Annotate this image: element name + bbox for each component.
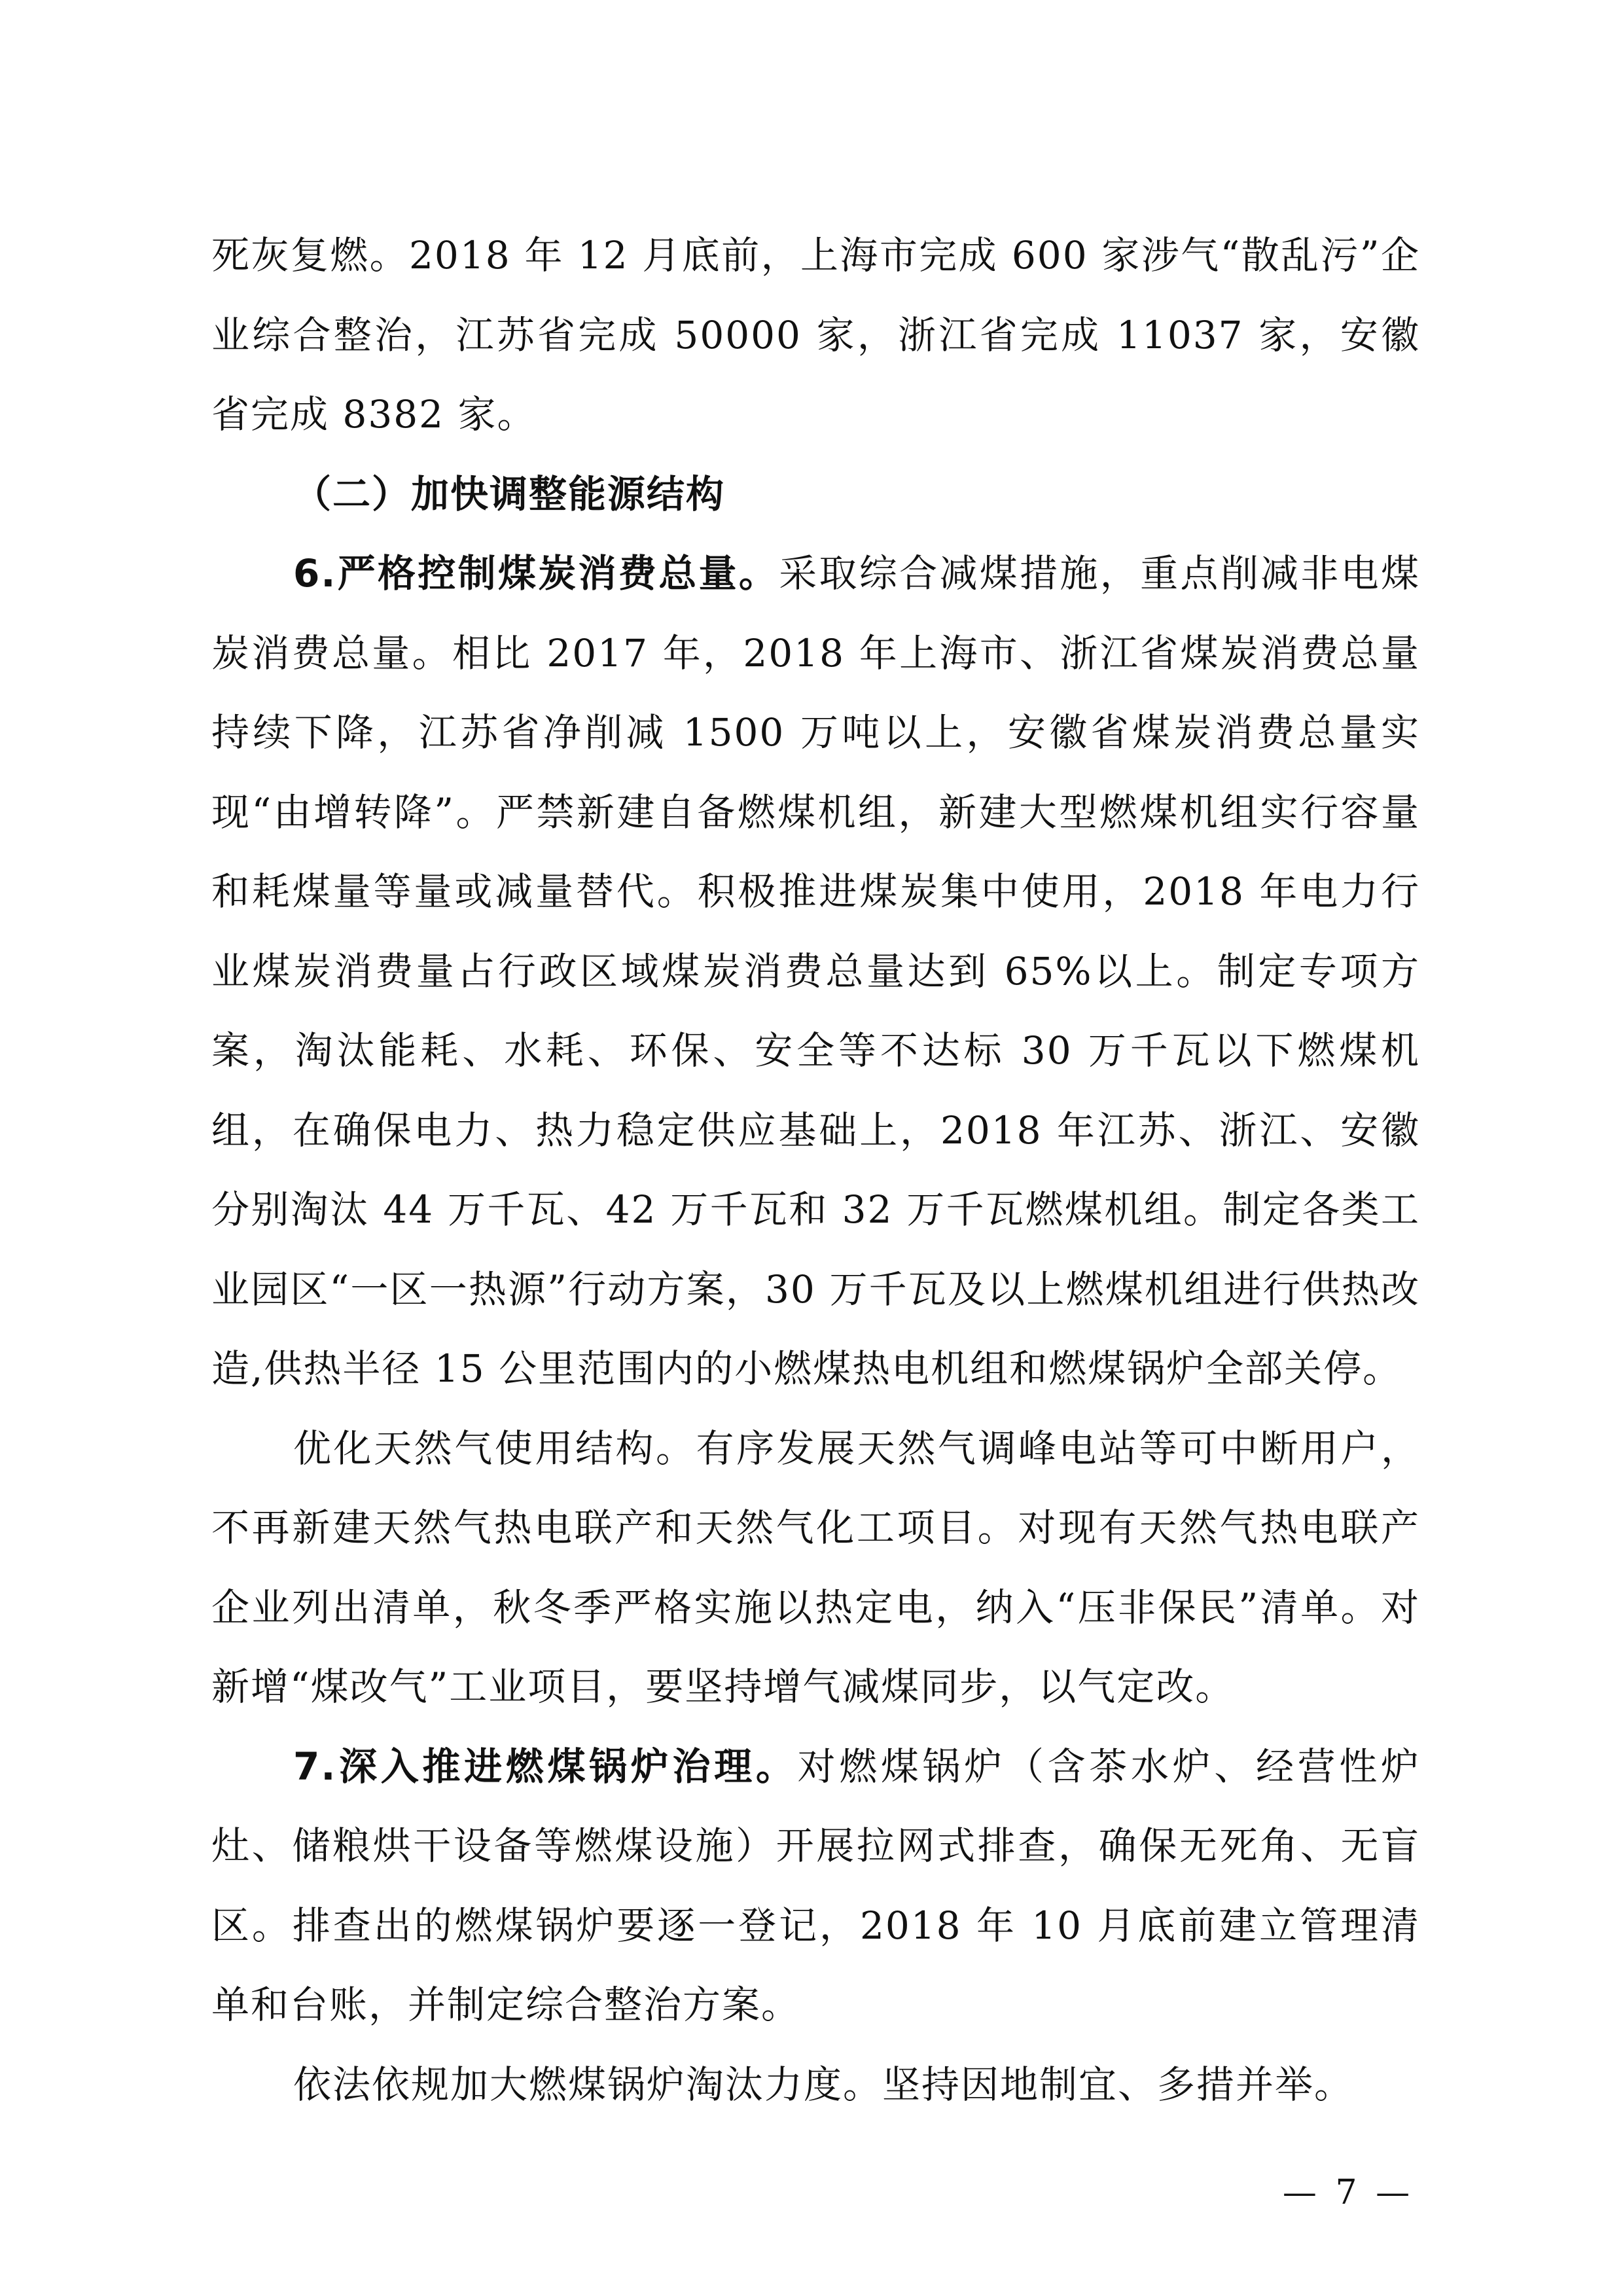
- paragraph-continuation: 死灰复燃。2018 年 12 月底前，上海市完成 600 家涉气“散乱污”企业综合整治，江苏省完成 50000 家，浙江省完成 11037 家，安徽省完成 8382 家。: [211, 233, 1420, 437]
- item-7-lead: 7.深入推进燃煤锅炉治理。: [293, 1744, 798, 1789]
- section-heading: （二）加快调整能源结构: [293, 471, 726, 516]
- item-6-body: 采取综合减煤措施，重点削减非电煤炭消费总量。相比 2017 年，2018 年上海市、浙江省煤炭消费总量持续下降，江苏省净削减 1500 万吨以上，安徽省煤炭消费总量实现“由增转降”。严禁新建自备燃煤机组，新建大型燃煤机组实行容量和耗煤量等量或减量替代。积极推进煤炭集中使用，2018 年电力行业煤炭消费量占行政区域煤炭消费总量达到 65%以上。制定专项方案，淘汰能耗、水耗、环保、安全等不达标 30 万千瓦以下燃煤机组，在确保电力、热力稳定供应基础上，2018 年江苏、浙江、安徽分别淘汰 44 万千瓦、42 万千瓦和 32 万千瓦燃煤机组。制定各类工业园区“一区一热源”行动方案，30 万千瓦及以上燃煤机组进行供热改造,供热半径 15 公里范围内的小燃煤热电机组和燃煤锅炉全部关停。: [211, 551, 1420, 1391]
- paragraph-item-7: [211, 1727, 1420, 2045]
- page-number: — 7 —: [1282, 2173, 1414, 2212]
- document-body: [211, 216, 1420, 2125]
- paragraph-natural-gas: 优化天然气使用结构。有序发展天然气调峰电站等可中断用户，不再新建天然气热电联产和天然气化工项目。对现有天然气热电联产企业列出清单，秋冬季严格实施以热定电，纳入“压非保民”清单。对新增“煤改气”工业项目，要坚持增气减煤同步，以气定改。: [211, 1426, 1420, 1709]
- paragraph-item-6: [211, 534, 1420, 1409]
- paragraph-boiler-elimination: 依法依规加大燃煤锅炉淘汰力度。坚持因地制宜、多措并举。: [293, 2062, 1354, 2107]
- item-7-body: 对燃煤锅炉（含茶水炉、经营性炉灶、储粮烘干设备等燃煤设施）开展拉网式排查，确保无死角、无盲区。排查出的燃煤锅炉要逐一登记，2018 年 10 月底前建立管理清单和台账，并制定综合整治方案。: [211, 1744, 1420, 2027]
- item-6-lead: 6.严格控制煤炭消费总量。: [293, 551, 779, 596]
